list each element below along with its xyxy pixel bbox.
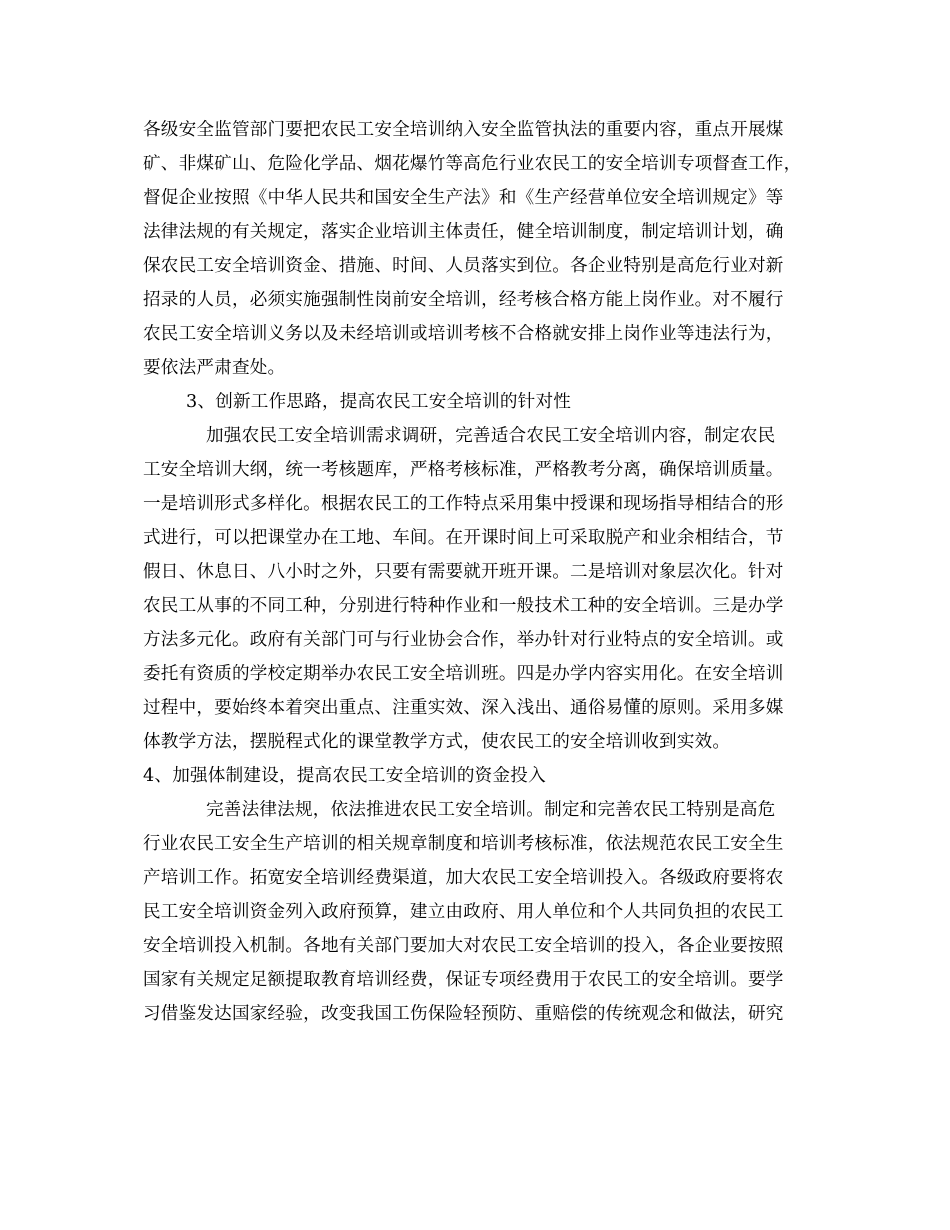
paragraph-line: 过程中，要始终本着突出重点、注重实效、深入浅出、通俗易懂的原则。采用多媒	[143, 698, 784, 718]
paragraph-line: 各级安全监管部门要把农民工安全培训纳入安全监管执法的重要内容，重点开展煤	[143, 120, 784, 140]
paragraph-line: 委托有资质的学校定期举办农民工安全培训班。四是办学内容实用化。在安全培训	[143, 664, 784, 684]
paragraph-line: 国家有关规定足额提取教育培训经费，保证专项经费用于农民工的安全培训。要学	[143, 970, 784, 990]
paragraph-line: 式进行，可以把课堂办在工地、车间。在开课时间上可采取脱产和业余相结合，节	[143, 528, 784, 548]
paragraph-line: 加强农民工安全培训需求调研，完善适合农民工安全培训内容，制定农民	[206, 426, 776, 446]
paragraph-line: 农民工从事的不同工种，分别进行特种作业和一般技术工种的安全培训。三是办学	[143, 596, 784, 616]
paragraph-line: 安全培训投入机制。各地有关部门要加大对农民工安全培训的投入，各企业要按照	[143, 936, 784, 956]
paragraph-line: 保农民工安全培训资金、措施、时间、人员落实到位。各企业特别是高危行业对新	[143, 256, 784, 276]
section-heading-3: 3、创新工作思路，提高农民工安全培训的针对性	[186, 392, 572, 412]
paragraph-line: 工安全培训大纲，统一考核题库，严格考核标准，严格教考分离，确保培训质量。	[143, 460, 784, 480]
paragraph-line: 督促企业按照《中华人民共和国安全生产法》和《生产经营单位安全培训规定》等	[143, 188, 784, 208]
paragraph-line: 体教学方法，摆脱程式化的课堂教学方式，使农民工的安全培训收到实效。	[143, 732, 731, 752]
paragraph-line: 行业农民工安全生产培训的相关规章制度和培训考核标准，依法规范农民工安全生	[143, 834, 784, 854]
paragraph-line: 要依法严肃查处。	[143, 358, 286, 378]
paragraph-line: 民工安全培训资金列入政府预算，建立由政府、用人单位和个人共同负担的农民工	[143, 902, 784, 922]
paragraph-line: 假日、休息日、八小时之外，只要有需要就开班开课。二是培训对象层次化。针对	[143, 562, 784, 582]
paragraph-line: 招录的人员，必须实施强制性岗前安全培训，经考核合格方能上岗作业。对不履行	[143, 290, 784, 310]
paragraph-line: 方法多元化。政府有关部门可与行业协会合作，举办针对行业特点的安全培训。或	[143, 630, 784, 650]
section-heading-4: 4、加强体制建设，提高农民工安全培训的资金投入	[143, 766, 546, 786]
paragraph-line: 矿、非煤矿山、危险化学品、烟花爆竹等高危行业农民工的安全培训专项督查工作，	[143, 154, 802, 174]
paragraph-line: 一是培训形式多样化。根据农民工的工作特点采用集中授课和现场指导相结合的形	[143, 494, 784, 514]
paragraph-line: 完善法律法规，依法推进农民工安全培训。制定和完善农民工特别是高危	[206, 800, 776, 820]
paragraph-line: 习借鉴发达国家经验，改变我国工伤保险轻预防、重赔偿的传统观念和做法，研究	[143, 1004, 784, 1024]
paragraph-line: 农民工安全培训义务以及未经培训或培训考核不合格就安排上岗作业等违法行为，	[143, 324, 784, 344]
paragraph-line: 法律法规的有关规定，落实企业培训主体责任，健全培训制度，制定培训计划，确	[143, 222, 784, 242]
paragraph-line: 产培训工作。拓宽安全培训经费渠道，加大农民工安全培训投入。各级政府要将农	[143, 868, 784, 888]
